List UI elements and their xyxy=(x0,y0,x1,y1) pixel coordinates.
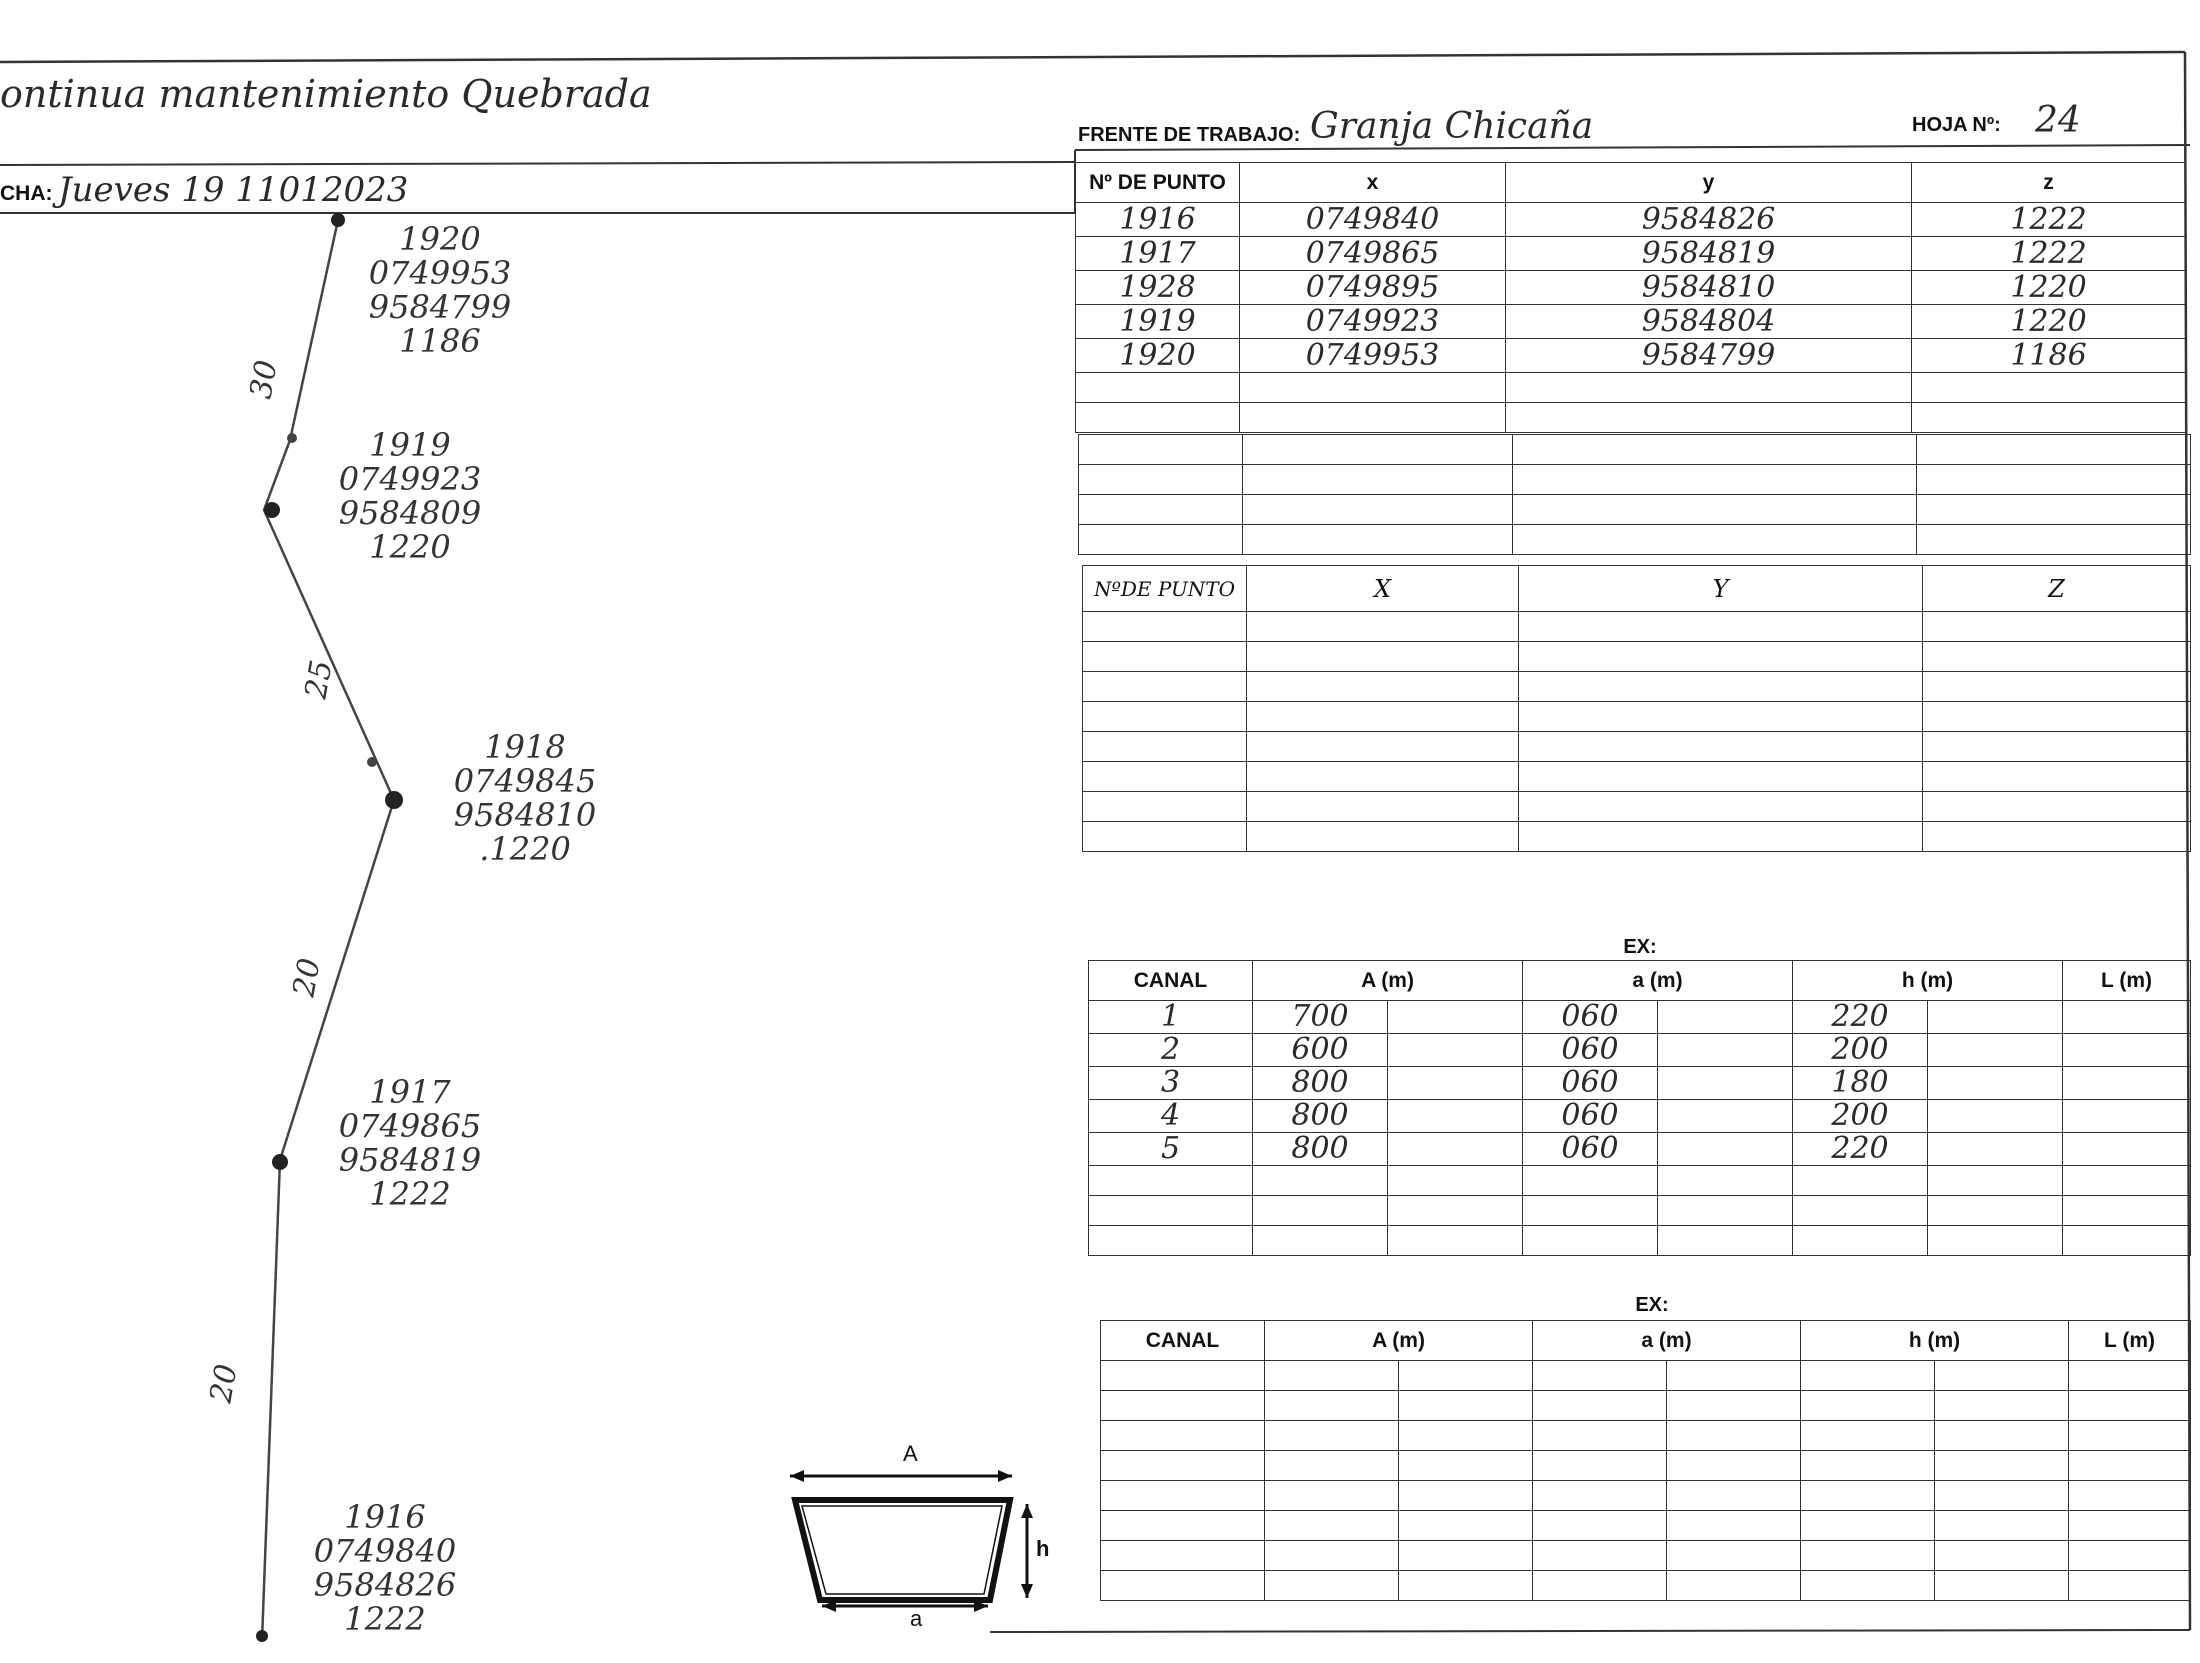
table-cell: 0749923 xyxy=(1240,305,1506,339)
table-cell: 0749865 xyxy=(1240,237,1506,271)
table-cell: 5 xyxy=(1089,1133,1253,1166)
table-cell: 9584804 xyxy=(1506,305,1912,339)
table-cell: 700 xyxy=(1253,1001,1388,1034)
table-cell: 1220 xyxy=(1912,305,2186,339)
table-cell: 9584799 xyxy=(1506,339,1912,373)
point-marker xyxy=(385,791,403,809)
col-header: a (m) xyxy=(1523,961,1793,1001)
channel-diagram xyxy=(780,1440,1080,1640)
blank-table xyxy=(1078,434,2191,555)
table-cell: 9584826 xyxy=(1506,203,1912,237)
table-cell: 220 xyxy=(1793,1001,1928,1034)
points-table xyxy=(1075,162,2186,433)
col-header: Z xyxy=(1923,566,2191,612)
table-cell: 1928 xyxy=(1076,271,1240,305)
point-marker xyxy=(367,757,377,767)
col-header: NºDE PUNTO xyxy=(1083,566,1247,612)
table-cell: 1917 xyxy=(1076,237,1240,271)
diagram-label-h: h xyxy=(1036,1536,1050,1561)
col-header: a (m) xyxy=(1533,1321,1801,1361)
fecha-label: CHA: xyxy=(0,182,53,205)
point-marker xyxy=(272,1154,288,1170)
hoja-label: HOJA Nº: xyxy=(1912,114,2001,136)
hoja-value: 24 xyxy=(2035,100,2081,141)
sketch-point-1916: 1916 0749840 9584826 1222 xyxy=(313,1498,457,1638)
table-cell: 3 xyxy=(1089,1067,1253,1100)
canal-table-1 xyxy=(1088,960,2191,1256)
point-marker xyxy=(331,213,345,227)
table-row xyxy=(1076,203,2186,237)
point-marker xyxy=(287,433,297,443)
form-title: ontinua mantenimiento Quebrada xyxy=(0,72,652,116)
sketch-point-1920: 1920 0749953 9584799 1186 xyxy=(368,220,512,360)
table-cell: 9584810 xyxy=(1506,271,1912,305)
table-row xyxy=(1089,1067,2191,1100)
table-cell: 800 xyxy=(1253,1133,1388,1166)
table-cell: 060 xyxy=(1523,1100,1658,1133)
frente-value: Granja Chicaña xyxy=(1310,106,1594,147)
table-row xyxy=(1076,373,2186,403)
col-header: X xyxy=(1247,566,1519,612)
distance-label: 20 xyxy=(203,1361,245,1406)
table-cell: 060 xyxy=(1523,1001,1658,1034)
sketch-point-1919: 1919 0749923 9584809 1220 xyxy=(338,426,482,566)
table-row xyxy=(1089,1034,2191,1067)
col-header: y xyxy=(1506,163,1912,203)
col-header: x xyxy=(1240,163,1506,203)
table-cell: 060 xyxy=(1523,1133,1658,1166)
table-cell: 1220 xyxy=(1912,271,2186,305)
point-marker xyxy=(264,502,280,518)
table-cell: 4 xyxy=(1089,1100,1253,1133)
table-cell: 1 xyxy=(1089,1001,1253,1034)
fecha-value: Jueves 19 11012023 xyxy=(58,170,409,210)
table-row xyxy=(1076,237,2186,271)
table-cell: 0749953 xyxy=(1240,339,1506,373)
col-header: L (m) xyxy=(2063,961,2191,1001)
ex-label: EX: xyxy=(1623,936,1657,958)
table-row xyxy=(1076,271,2186,305)
table-cell: 1186 xyxy=(1912,339,2186,373)
table-cell: 1222 xyxy=(1912,203,2186,237)
canal-table-2 xyxy=(1100,1320,2191,1601)
distance-label: 25 xyxy=(298,657,340,702)
col-header: A (m) xyxy=(1253,961,1523,1001)
table-row xyxy=(1076,403,2186,433)
diagram-label-A: A xyxy=(903,1441,918,1466)
ex-label: EX: xyxy=(1635,1294,1669,1316)
table-cell: 800 xyxy=(1253,1100,1388,1133)
diagram-label-a: a xyxy=(910,1606,923,1631)
channel-shape xyxy=(795,1500,1010,1600)
points-table-2 xyxy=(1082,565,2191,852)
table-cell: 1920 xyxy=(1076,339,1240,373)
frente-label: FRENTE DE TRABAJO: xyxy=(1078,124,1301,146)
table-row xyxy=(1089,1100,2191,1133)
distance-label: 30 xyxy=(243,357,285,402)
table-cell: 1916 xyxy=(1076,203,1240,237)
table-cell: 9584819 xyxy=(1506,237,1912,271)
table-row xyxy=(1076,339,2186,373)
table-cell: 0749895 xyxy=(1240,271,1506,305)
table-cell: 180 xyxy=(1793,1067,1928,1100)
col-header: z xyxy=(1912,163,2186,203)
sketch-point-1918: 1918 0749845 9584810 .1220 xyxy=(453,728,597,868)
col-header: h (m) xyxy=(1793,961,2063,1001)
col-header: CANAL xyxy=(1101,1321,1265,1361)
table-cell: 060 xyxy=(1523,1067,1658,1100)
col-header: Y xyxy=(1519,566,1923,612)
table-cell: 800 xyxy=(1253,1067,1388,1100)
col-header: A (m) xyxy=(1265,1321,1533,1361)
table-cell: 220 xyxy=(1793,1133,1928,1166)
table-cell: 0749840 xyxy=(1240,203,1506,237)
distance-label: 20 xyxy=(286,955,328,1000)
col-header: CANAL xyxy=(1089,961,1253,1001)
table-cell: 1919 xyxy=(1076,305,1240,339)
col-header: h (m) xyxy=(1801,1321,2069,1361)
table-row xyxy=(1089,1133,2191,1166)
table-cell: 2 xyxy=(1089,1034,1253,1067)
table-cell: 200 xyxy=(1793,1034,1928,1067)
col-header: L (m) xyxy=(2069,1321,2191,1361)
point-marker xyxy=(256,1630,268,1642)
table-row xyxy=(1089,1001,2191,1034)
table-cell: 060 xyxy=(1523,1034,1658,1067)
sketch-point-1917: 1917 0749865 9584819 1222 xyxy=(338,1073,482,1213)
col-header: Nº DE PUNTO xyxy=(1076,163,1240,203)
table-cell: 600 xyxy=(1253,1034,1388,1067)
table-cell: 200 xyxy=(1793,1100,1928,1133)
table-cell: 1222 xyxy=(1912,237,2186,271)
table-row xyxy=(1076,305,2186,339)
